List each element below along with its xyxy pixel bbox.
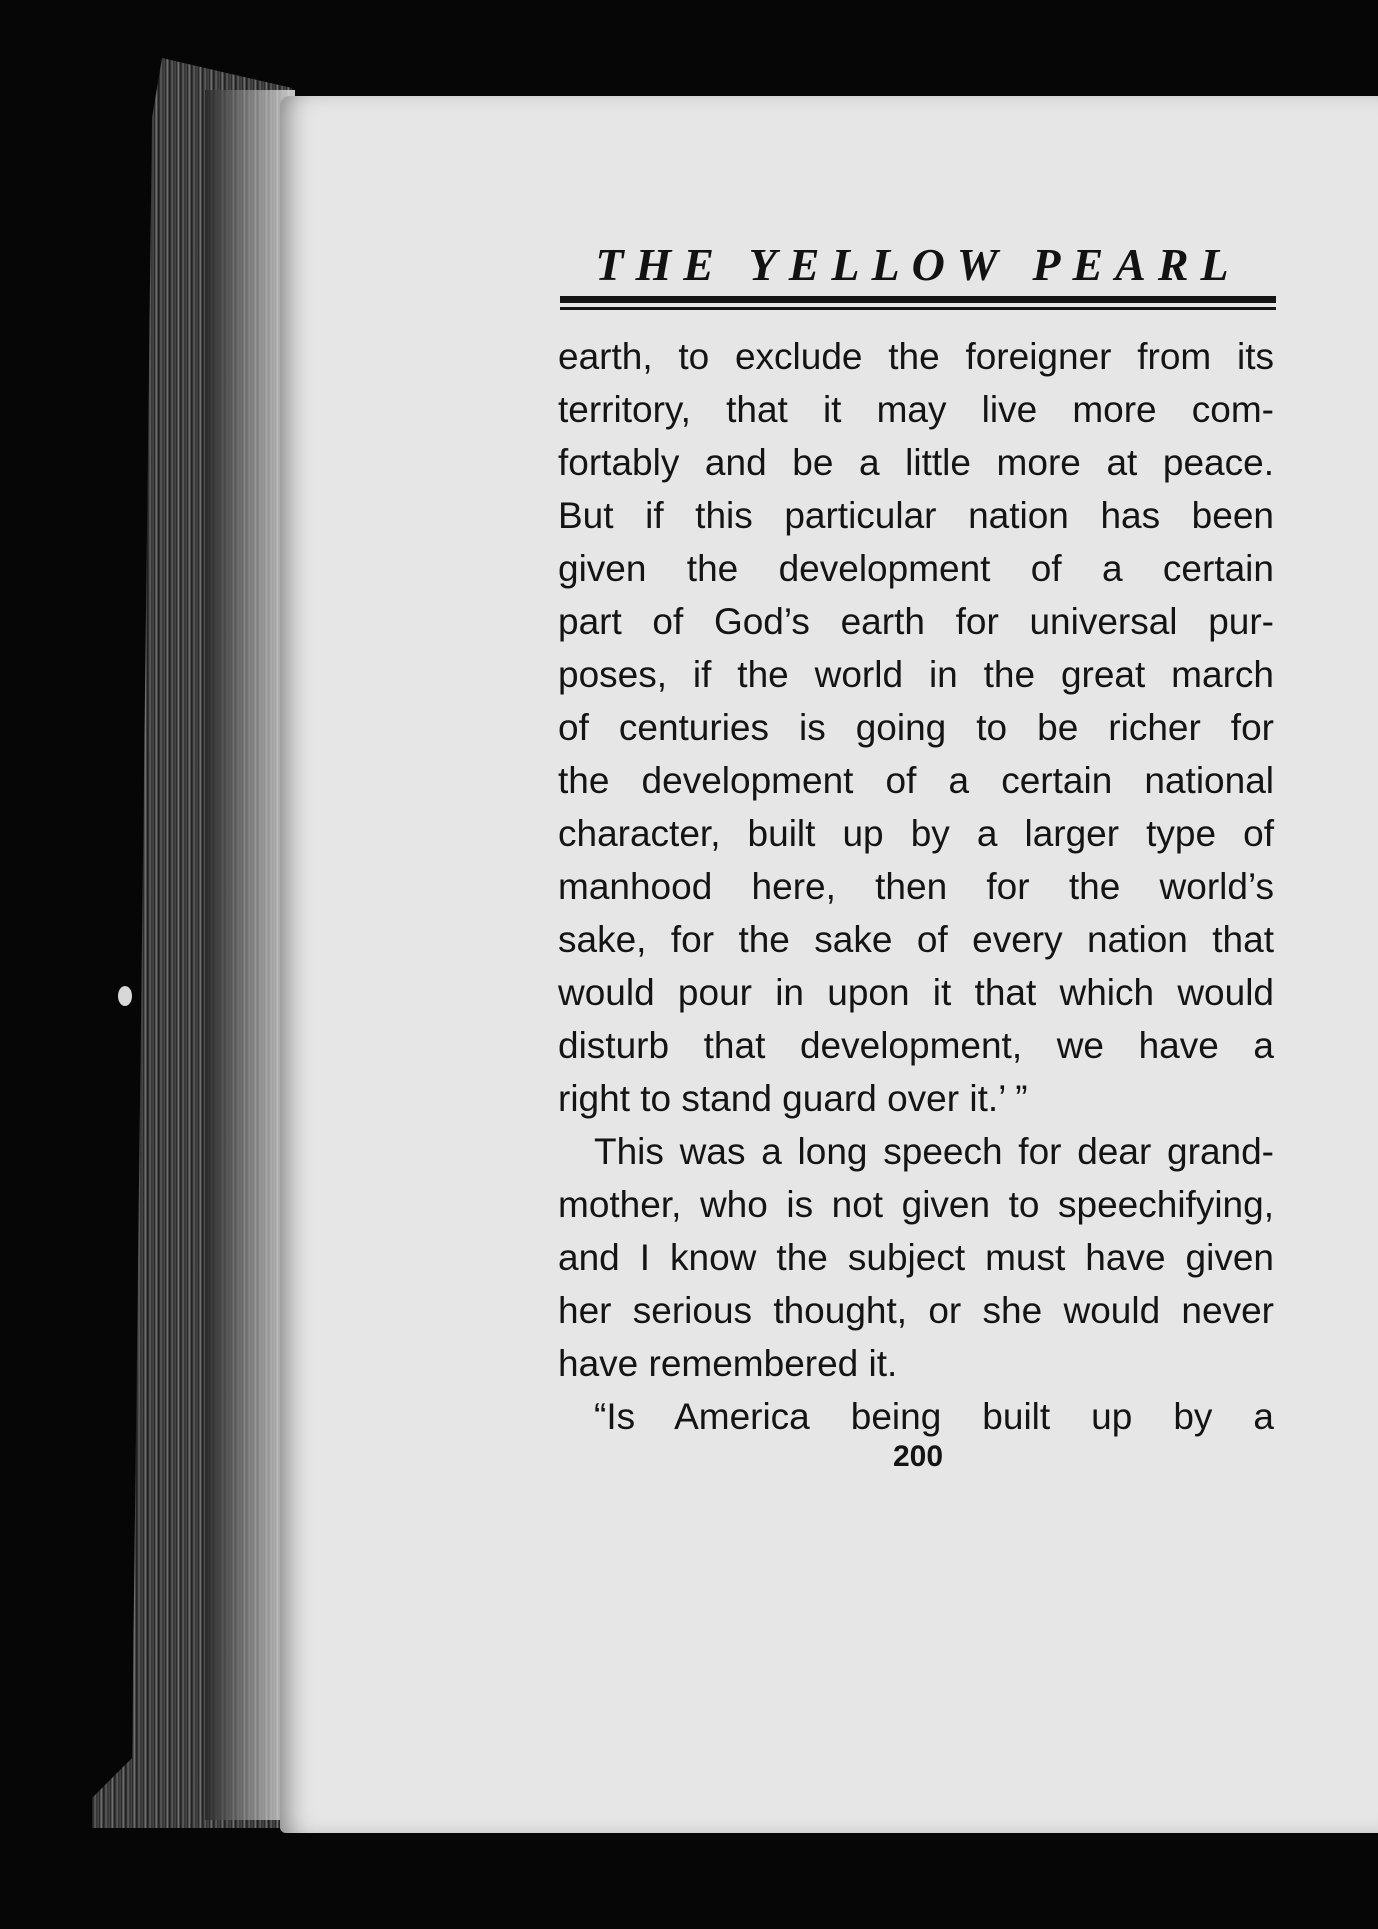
body-text xyxy=(558,330,1274,1443)
text-line: disturb that development, we have a xyxy=(558,1025,1274,1066)
text-line: poses, if the world in the great march xyxy=(558,654,1274,695)
text-line: given the development of a certain xyxy=(558,548,1274,589)
dust-speck xyxy=(118,986,132,1006)
text-line: of centuries is going to be richer for xyxy=(558,707,1274,748)
header-rule-thin xyxy=(560,307,1276,310)
text-line: the development of a certain national xyxy=(558,760,1274,801)
text-line: territory, that it may live more com- xyxy=(558,389,1274,430)
text-line: and I know the subject must have given xyxy=(558,1237,1274,1278)
text-line: right to stand guard over it.’ ” xyxy=(558,1078,1028,1119)
text-line: part of God’s earth for universal pur- xyxy=(558,601,1274,642)
text-line: “Is America being built up by a xyxy=(594,1396,1274,1437)
text-line: mother, who is not given to speechifying, xyxy=(558,1184,1274,1225)
text-line: earth, to exclude the foreigner from its xyxy=(558,336,1274,377)
running-head: THE YELLOW PEARL xyxy=(595,239,1241,290)
text-line: This was a long speech for dear grand- xyxy=(594,1131,1274,1172)
text-line: manhood here, then for the world’s xyxy=(558,866,1274,907)
header-rule-thick xyxy=(560,296,1276,303)
text-line: her serious thought, or she would never xyxy=(558,1290,1274,1331)
text-line: have remembered it. xyxy=(558,1343,898,1384)
text-line: fortably and be a little more at peace. xyxy=(558,442,1274,483)
text-line: character, built up by a larger type of xyxy=(558,813,1274,854)
text-line: sake, for the sake of every nation that xyxy=(558,919,1274,960)
text-line: would pour in upon it that which would xyxy=(558,972,1274,1013)
page-number: 200 xyxy=(892,1440,944,1473)
text-line: But if this particular nation has been xyxy=(558,495,1274,536)
